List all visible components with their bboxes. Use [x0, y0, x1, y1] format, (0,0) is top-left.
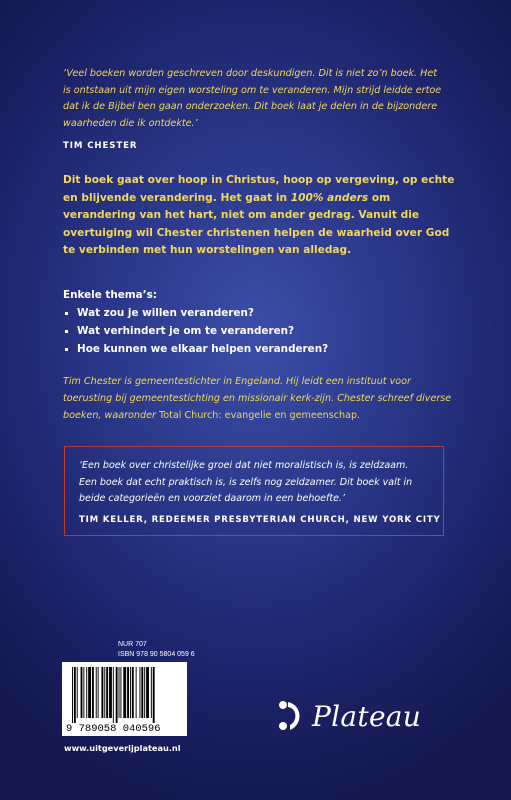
barcode-bar [113, 667, 114, 723]
barcode-bar [116, 667, 118, 723]
barcode-bar [77, 667, 78, 718]
opening-quote [63, 66, 453, 132]
bio-book-title: Total Church: evangelie en gemeenschap. [158, 410, 361, 421]
endorsement-quote [79, 458, 434, 508]
barcode-bar [141, 667, 143, 718]
quote-line: beide categorieën en voorziet daarom in een behoefte.’ [79, 493, 345, 504]
nur-code: NUR 707 [118, 641, 147, 648]
themes-list [63, 304, 463, 358]
barcode-bar [109, 667, 112, 718]
barcode-bar [92, 667, 94, 718]
author-bio [63, 373, 463, 424]
blurb-text: Dit boek gaat over hoop in Christus, hoop op vergeving, op echte en blijvende verandering. Het gaat in [63, 174, 455, 204]
barcode-bar [136, 667, 137, 718]
barcode-bar [123, 667, 126, 718]
barcode-bar [101, 667, 103, 718]
book-meta [118, 640, 195, 660]
publisher-name: Plateau [312, 699, 422, 733]
quote-line: Een boek dat echt praktisch is, is zelfs nog zeldzamer. Dit boek valt in [79, 476, 413, 488]
endorsement-author: TIM KELLER, REDEEMER PRESBYTERIAN CHURCH, NEW YORK CITY [79, 515, 441, 525]
blurb-emphasis: 100% anders [290, 191, 369, 204]
barcode-bar [139, 667, 140, 718]
plateau-logo-icon [278, 699, 304, 733]
barcode-bar [88, 667, 91, 718]
publisher-logo [278, 696, 421, 736]
quote-author: TIM CHESTER [63, 141, 138, 151]
barcode-bar [130, 667, 131, 718]
barcode-bar [86, 667, 87, 718]
book-blurb [63, 172, 463, 260]
barcode [62, 662, 187, 736]
quote-line: is ontstaan uit mijn eigen worsteling om te veranderen. Mijn strijd leidde ertoe [63, 84, 442, 96]
barcode-bar [151, 667, 152, 718]
themes-heading: Enkele thema’s: [63, 289, 157, 301]
barcode-bar [153, 667, 155, 723]
theme-item: Wat zou je willen veranderen? [63, 304, 463, 322]
quote-line: waarheden die ik ontdekte.’ [63, 117, 198, 129]
barcode-bar [96, 667, 97, 718]
barcode-bar [106, 667, 108, 718]
barcode-bar [127, 667, 129, 718]
barcode-bar [146, 667, 149, 718]
theme-item: Wat verhindert je om te veranderen? [63, 322, 463, 340]
themes-section [63, 286, 463, 358]
blurb-text: om verandering van het hart, niet om ander gedrag. Vanuit die overtuiging wil Chester christenen helpen de waarheid over God te verbinden met hun worstelingen van alledag. [63, 191, 450, 257]
barcode-bar [120, 667, 121, 718]
endorsement-box [64, 446, 444, 536]
barcode-bar [83, 667, 84, 718]
barcode-bar [81, 667, 83, 718]
barcode-bar [74, 667, 76, 723]
quote-line: dat ik de Bijbel ben gaan onderzoeken. Dit boek laat je delen in de bijzondere [63, 101, 438, 112]
barcode-bar [104, 667, 105, 718]
barcode-bar [119, 667, 120, 718]
bio-text: Tim Chester is gemeentestichter in Engeland. Hij leidt een instituut voor toerusting bij gemeentestichting en missionair kerk-zijn. Chester schreef diverse boeken, waaronder [63, 376, 452, 421]
isbn: ISBN 978 90 5804 059 6 [118, 651, 195, 658]
quote-line: ‘Veel boeken worden geschreven door deskundigen. Dit is niet zo’n boek. Het [63, 68, 438, 79]
theme-item: Hoe kunnen we elkaar helpen veranderen? [63, 340, 463, 358]
barcode-digits: 9 789058 040596 [66, 723, 161, 735]
barcode-bar [98, 667, 99, 718]
publisher-url[interactable]: www.uitgeverijplateau.nl [64, 743, 181, 753]
quote-line: ‘Een boek over christelijke groei dat niet moralistisch is, is zeldzaam. [79, 460, 409, 471]
barcode-bar [132, 667, 134, 718]
barcode-bars [62, 662, 187, 736]
barcode-bar [144, 667, 145, 718]
barcode-bar [72, 667, 73, 723]
